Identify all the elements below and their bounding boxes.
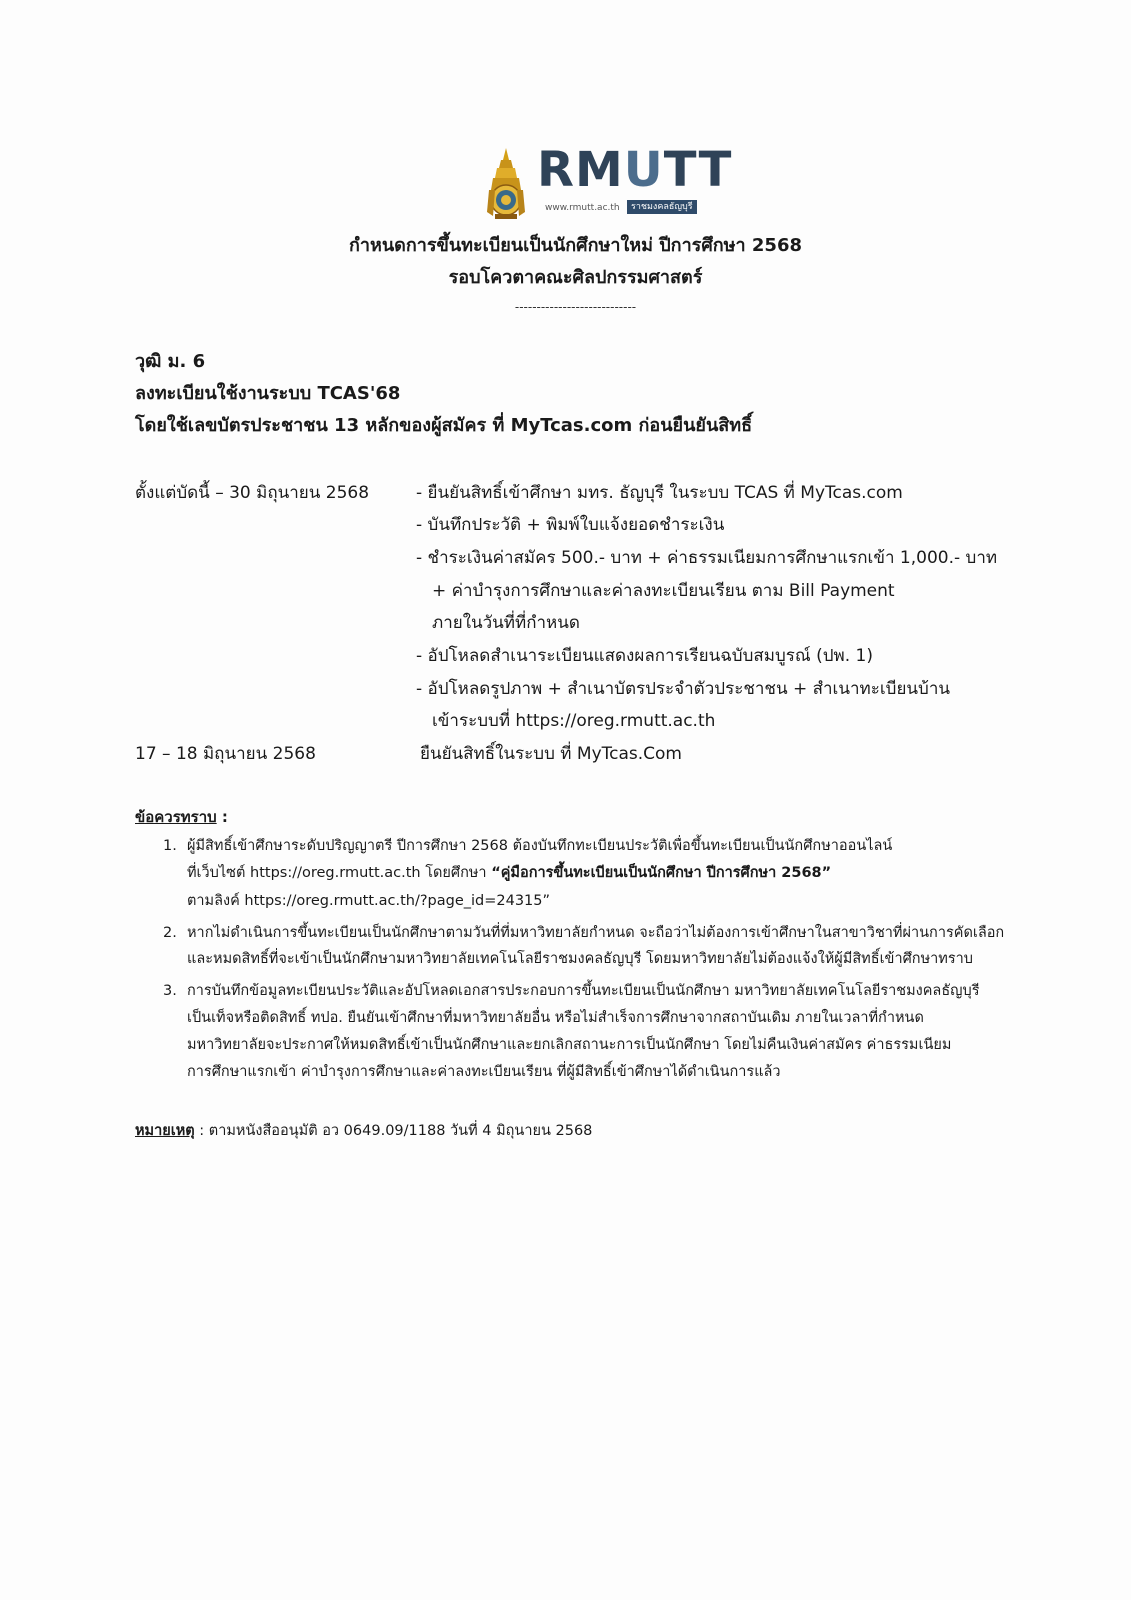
- manual-title: “คู่มือการขึ้นทะเบียนเป็นนักศึกษา ปีการศึกษา 2568”: [491, 865, 832, 881]
- note-number: 1.: [163, 838, 177, 854]
- logo-tag: ราชมงคลธัญบุรี: [627, 200, 697, 214]
- note-text: เป็นเท็จหรือติดสิทธิ์ ทปอ. ยืนยันเข้าศึกษาที่มหาวิทยาลัยอื่น หรือไม่สำเร็จการศึกษาจากสถาบันเดิม ภายในเวลาที่กำหนด: [187, 1010, 924, 1026]
- schedule-step: - ชำระเงินค่าสมัคร 500.- บาท + ค่าธรรมเนียมการศึกษาแรกเข้า 1,000.- บาท: [416, 548, 998, 568]
- schedule-step: - บันทึกประวัติ + พิมพ์ใบแจ้งยอดชำระเงิน: [416, 515, 725, 535]
- schedule-date-1: ตั้งแต่บัดนี้ – 30 มิถุนายน 2568: [135, 483, 370, 503]
- id-instruction: โดยใช้เลขบัตรประชาชน 13 หลักของผู้สมัคร ที่ MyTcas.com ก่อนยืนยันสิทธิ์: [135, 415, 753, 436]
- logo-wordmark: [537, 142, 732, 198]
- logo-url: www.rmutt.ac.th: [545, 203, 620, 213]
- schedule-step: ยืนยันสิทธิ์ในระบบ ที่ MyTcas.Com: [420, 744, 682, 764]
- schedule-step: + ค่าบำรุงการศึกษาและค่าลงทะเบียนเรียน ตาม Bill Payment: [432, 581, 895, 601]
- schedule-step: เข้าระบบที่ https://oreg.rmutt.ac.th: [432, 711, 716, 731]
- logo-letter-r: R: [537, 142, 575, 198]
- page-title: กำหนดการขึ้นทะเบียนเป็นนักศึกษาใหม่ ปีการศึกษา 2568: [348, 235, 803, 256]
- logo-letter-u: U: [623, 142, 664, 198]
- tcas-registration: ลงทะเบียนใช้งานระบบ TCAS'68: [135, 383, 401, 404]
- qualification-level: วุฒิ ม. 6: [135, 351, 206, 372]
- schedule-step: - อัปโหลดรูปภาพ + สำเนาบัตรประจำตัวประชาชน + สำเนาทะเบียนบ้าน: [416, 679, 950, 699]
- note-number: 2.: [163, 925, 177, 941]
- note-number: 3.: [163, 983, 177, 999]
- schedule-step: ภายในวันที่ที่กำหนด: [432, 613, 580, 633]
- schedule-step: - ยืนยันสิทธิ์เข้าศึกษา มทร. ธัญบุรี ในระบบ TCAS ที่ MyTcas.com: [416, 483, 903, 503]
- notes-heading-colon: :: [216, 808, 228, 826]
- logo-letter-m: M: [574, 142, 624, 198]
- rmutt-logo: [485, 142, 733, 222]
- logo-letters-tt: TT: [663, 142, 733, 198]
- remark: [135, 1120, 592, 1142]
- notes-heading-label: ข้อควรทราบ: [135, 808, 217, 826]
- remark-text: : ตามหนังสืออนุมัติ อว 0649.09/1188 วันที่ 4 มิถุนายน 2568: [194, 1123, 593, 1139]
- note-text: หากไม่ดำเนินการขึ้นทะเบียนเป็นนักศึกษาตามวันที่ที่มหาวิทยาลัยกำหนด จะถือว่าไม่ต้องการเข้าศึกษาในสาขาวิชาที่ผ่านการคัดเลือก: [187, 925, 1005, 941]
- note-text: การศึกษาแรกเข้า ค่าบำรุงการศึกษาและค่าลงทะเบียนเรียน ที่ผู้มีสิทธิ์เข้าศึกษาได้ดำเนินการแล้ว: [187, 1064, 781, 1080]
- note-text: มหาวิทยาลัยจะประกาศให้หมดสิทธิ์เข้าเป็นนักศึกษาและยกเลิกสถานะการเป็นนักศึกษา โดยไม่คืนเงินค่าสมัคร ค่าธรรมเนียม: [187, 1037, 952, 1053]
- schedule-step: - อัปโหลดสำเนาระเบียนแสดงผลการเรียนฉบับสมบูรณ์ (ปพ. 1): [416, 646, 873, 666]
- note-text-line: [187, 862, 831, 884]
- remark-label: หมายเหตุ: [135, 1123, 195, 1139]
- schedule-date-2: 17 – 18 มิถุนายน 2568: [135, 744, 316, 764]
- note-text: ผู้มีสิทธิ์เข้าศึกษาระดับปริญญาตรี ปีการศึกษา 2568 ต้องบันทึกทะเบียนประวัติเพื่อขึ้นทะเบียนเป็นนักศึกษาออนไลน์: [187, 838, 893, 854]
- note-text: ตามลิงค์ https://oreg.rmutt.ac.th/?page_id=24315”: [187, 893, 551, 909]
- page-subtitle: รอบโควตาคณะศิลปกรรมศาสตร์: [448, 267, 703, 288]
- note-text: และหมดสิทธิ์ที่จะเข้าเป็นนักศึกษามหาวิทยาลัยเทคโนโลยีราชมงคลธัญบุรี โดยมหาวิทยาลัยไม่ต้องแจ้งให้ผู้มีสิทธิ์เข้าศึกษาทราบ: [187, 951, 973, 967]
- note-text: การบันทึกข้อมูลทะเบียนประวัติและอัปโหลดเอกสารประกอบการขึ้นทะเบียนเป็นนักศึกษา มหาวิทยาลัยเทคโนโลยีราชมงคลธัญบุรี: [187, 983, 980, 999]
- title-divider: ----------------------------: [514, 300, 637, 314]
- note-text: ที่เว็บไซต์ https://oreg.rmutt.ac.th โดยศึกษา: [187, 865, 492, 881]
- emblem-icon: [485, 146, 527, 220]
- notes-heading: [135, 806, 228, 828]
